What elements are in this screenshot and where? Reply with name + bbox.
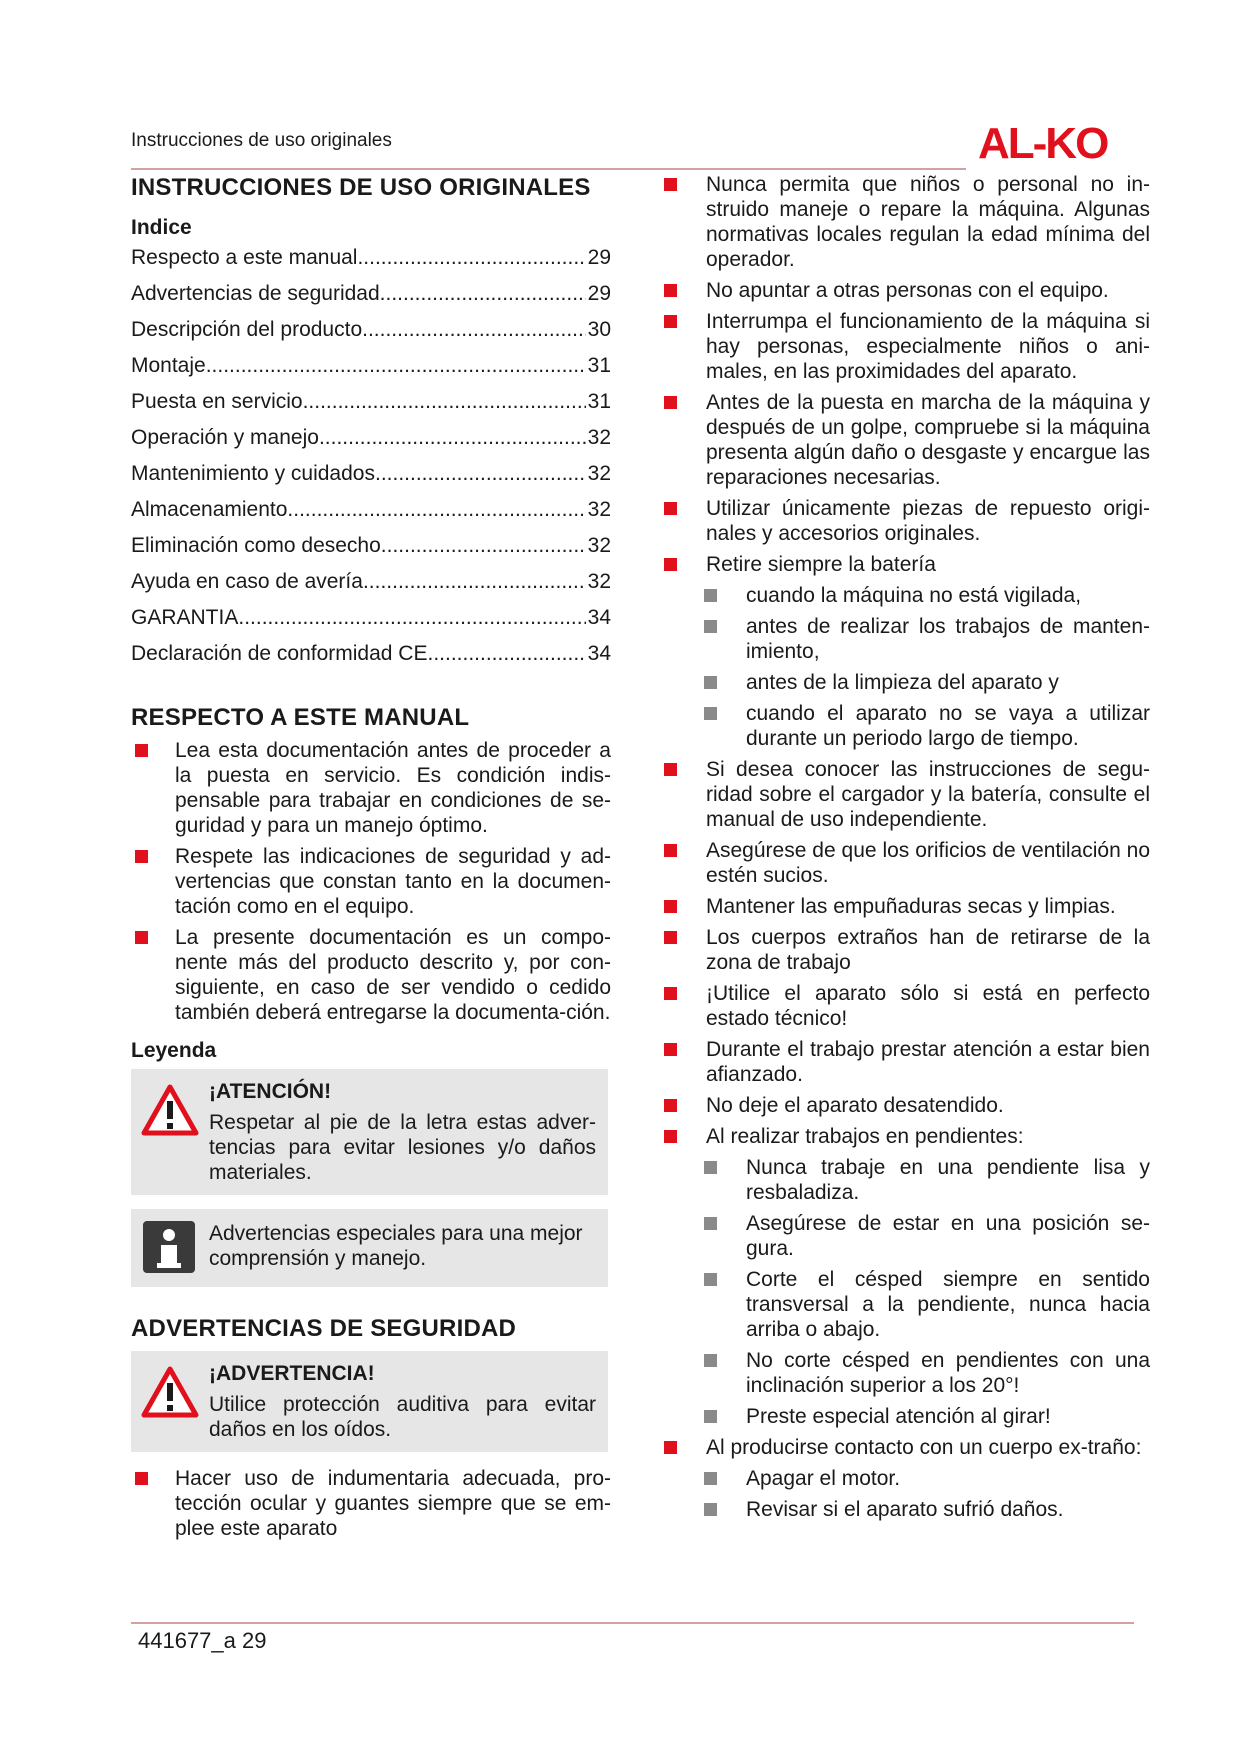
- list-item-text: No apuntar a otras personas con el equipo.: [706, 279, 1109, 302]
- red-square-bullet-icon: [664, 502, 677, 515]
- safety-heading: ADVERTENCIAS DE SEGURIDAD: [131, 1315, 517, 1342]
- alko-logo: [978, 118, 1138, 166]
- red-square-bullet-icon: [664, 763, 677, 776]
- toc-row: [131, 498, 611, 534]
- list-item-text: Los cuerpos extraños han de retirarse de la zona de trabajo: [706, 926, 1150, 974]
- toc-label: Respecto a este manual: [131, 246, 358, 269]
- sub-list-item: [660, 701, 1150, 751]
- toc-leader: [357, 246, 585, 270]
- sub-list-item-text: cuando el aparato no se vaya a utilizar durante un periodo largo de tiempo.: [746, 702, 1150, 750]
- toc-page: 34: [587, 606, 611, 629]
- toc-page: 29: [587, 282, 611, 305]
- attention-text: Respetar al pie de la letra estas adver-tencias para evitar lesiones y/o daños materiales.: [209, 1111, 596, 1184]
- red-square-bullet-icon: [664, 1043, 677, 1056]
- gray-square-bullet-icon: [704, 1410, 717, 1423]
- warning-title: ¡ADVERTENCIA!: [209, 1362, 375, 1385]
- list-item: [660, 1037, 1150, 1087]
- list-item: [660, 925, 1150, 975]
- list-item-text: Interrumpa el funcionamiento de la máquina si hay personas, especialmente niños o ani-males, en las proximidades del aparato.: [706, 310, 1150, 383]
- header-divider: [131, 168, 966, 170]
- list-item-text: Al realizar trabajos en pendientes:: [706, 1125, 1024, 1148]
- list-item-text: Respete las indicaciones de seguridad y ad-vertencias que constan tanto en la documen-tación como en el equipo.: [175, 845, 611, 918]
- toc-row: [131, 354, 611, 390]
- toc-row: [131, 318, 611, 354]
- sub-list-item: [660, 583, 1150, 608]
- sub-list-item-text: antes de realizar los trabajos de manten-imiento,: [746, 615, 1150, 663]
- toc-page: 32: [587, 534, 611, 557]
- toc-leader: [427, 642, 585, 666]
- toc-label: Advertencias de seguridad: [131, 282, 380, 305]
- toc-page: 32: [587, 462, 611, 485]
- red-square-bullet-icon: [664, 284, 677, 297]
- list-item-text: Retire siempre la batería: [706, 553, 936, 576]
- toc-row: [131, 534, 611, 570]
- list-item: [131, 738, 611, 838]
- attention-title: ¡ATENCIÓN!: [209, 1080, 332, 1103]
- toc-page: 32: [587, 570, 611, 593]
- red-square-bullet-icon: [664, 1130, 677, 1143]
- info-box: [131, 1209, 608, 1287]
- red-square-bullet-icon: [664, 844, 677, 857]
- gray-square-bullet-icon: [704, 1354, 717, 1367]
- list-item: [660, 552, 1150, 577]
- logo-text: AL-KO: [978, 119, 1108, 166]
- list-item: [660, 278, 1150, 303]
- info-icon: [141, 1219, 197, 1275]
- toc-row: [131, 462, 611, 498]
- toc-label: Puesta en servicio: [131, 390, 303, 413]
- sub-list-item: [660, 670, 1150, 695]
- sub-list-item-text: No corte césped en pendientes con una inclinación superior a los 20°!: [746, 1349, 1150, 1397]
- list-item-text: Utilizar únicamente piezas de repuesto origi-nales y accesorios originales.: [706, 497, 1150, 545]
- footer-divider: [131, 1622, 1134, 1624]
- gray-square-bullet-icon: [704, 1161, 717, 1174]
- list-item: [660, 172, 1150, 272]
- list-item-text: Mantener las empuñaduras secas y limpias.: [706, 895, 1116, 918]
- list-item: [660, 757, 1150, 832]
- list-item: [660, 1435, 1150, 1460]
- toc-row: [131, 606, 611, 642]
- sub-list-item: [660, 1348, 1150, 1398]
- list-item-text: La presente documentación es un compo-nente más del producto descrito y, por con-siguiente, en caso de ser vendido o cedido también deberá entregarse la documenta-ción.: [175, 926, 611, 1024]
- red-square-bullet-icon: [135, 931, 148, 944]
- warning-triangle-icon: [141, 1365, 199, 1419]
- red-square-bullet-icon: [664, 900, 677, 913]
- gray-square-bullet-icon: [704, 1217, 717, 1230]
- sub-list-item: [660, 614, 1150, 664]
- right-column: [660, 172, 1150, 1528]
- red-square-bullet-icon: [664, 931, 677, 944]
- warning-text: Utilice protección auditiva para evitar daños en los oídos.: [209, 1393, 596, 1441]
- legend-heading: Leyenda: [131, 1039, 217, 1062]
- toc-leader: [206, 354, 586, 378]
- toc-row: [131, 426, 611, 462]
- red-square-bullet-icon: [664, 396, 677, 409]
- toc-label: Operación y manejo: [131, 426, 319, 449]
- red-square-bullet-icon: [135, 744, 148, 757]
- toc-label: Montaje: [131, 354, 206, 377]
- list-item: [131, 925, 611, 1025]
- list-item-text: Al producirse contacto con un cuerpo ex-traño:: [706, 1436, 1142, 1459]
- list-item: [660, 1124, 1150, 1149]
- toc-leader: [303, 390, 586, 414]
- red-square-bullet-icon: [135, 1472, 148, 1485]
- red-square-bullet-icon: [664, 558, 677, 571]
- toc-label: GARANTIA: [131, 606, 239, 629]
- sub-list-item-text: Preste especial atención al girar!: [746, 1405, 1051, 1428]
- sub-list-item-text: Asegúrese de estar en una posición se-gura.: [746, 1212, 1150, 1260]
- toc-leader: [362, 318, 586, 342]
- list-item: [660, 981, 1150, 1031]
- sub-list-item-text: Apagar el motor.: [746, 1467, 901, 1490]
- red-square-bullet-icon: [664, 987, 677, 1000]
- list-item: [660, 894, 1150, 919]
- list-item: [131, 1466, 611, 1541]
- sub-list-item-text: Nunca trabaje en una pendiente lisa y resbaladiza.: [746, 1156, 1150, 1204]
- toc-page: 32: [587, 498, 611, 521]
- toc-page: 29: [587, 246, 611, 269]
- gray-square-bullet-icon: [704, 589, 717, 602]
- toc-label: Eliminación como desecho: [131, 534, 381, 557]
- table-of-contents: [131, 246, 611, 678]
- sub-list-item: [660, 1155, 1150, 1205]
- sub-list-item: [660, 1466, 1150, 1491]
- toc-label: Ayuda en caso de avería: [131, 570, 363, 593]
- list-item-text: Si desea conocer las instrucciones de segu-ridad sobre el cargador y la batería, consulte el manual de uso independiente.: [706, 758, 1150, 831]
- toc-label: Mantenimiento y cuidados: [131, 462, 375, 485]
- toc-page: 34: [587, 642, 611, 665]
- toc-row: [131, 246, 611, 282]
- gray-square-bullet-icon: [704, 620, 717, 633]
- index-heading: Indice: [131, 216, 192, 239]
- toc-page: 31: [587, 390, 611, 413]
- safety-list: [131, 1466, 611, 1541]
- sub-list-item-text: cuando la máquina no está vigilada,: [746, 584, 1082, 607]
- info-text: Advertencias especiales para una mejor comprensión y manejo.: [209, 1222, 583, 1270]
- list-item: [660, 309, 1150, 384]
- red-square-bullet-icon: [664, 315, 677, 328]
- sub-list-item: [660, 1267, 1150, 1342]
- toc-leader: [287, 498, 585, 522]
- list-item-text: Nunca permita que niños o personal no in-struido maneje o repare la máquina. Algunas normativas locales regulan la edad mínima del operador.: [706, 173, 1150, 271]
- list-item-text: Lea esta documentación antes de proceder a la puesta en servicio. Es condición indis-pensable para trabajar en condiciones de se-guridad y para un manejo óptimo.: [175, 739, 611, 837]
- red-square-bullet-icon: [664, 1441, 677, 1454]
- toc-label: Descripción del producto: [131, 318, 363, 341]
- sub-list-item: [660, 1497, 1150, 1522]
- toc-row: [131, 570, 611, 606]
- gray-square-bullet-icon: [704, 1472, 717, 1485]
- toc-leader: [381, 534, 586, 558]
- toc-page: 30: [587, 318, 611, 341]
- list-item: [131, 844, 611, 919]
- list-item-text: ¡Utilice el aparato sólo si está en perfecto estado técnico!: [706, 982, 1150, 1030]
- sub-list-item-text: Revisar si el aparato sufrió daños.: [746, 1498, 1064, 1521]
- list-item: [660, 838, 1150, 888]
- about-list: [131, 738, 611, 1025]
- list-item: [660, 496, 1150, 546]
- toc-label: Declaración de conformidad CE: [131, 642, 428, 665]
- list-item-text: No deje el aparato desatendido.: [706, 1094, 1004, 1117]
- gray-square-bullet-icon: [704, 707, 717, 720]
- toc-row: [131, 642, 611, 678]
- sub-list-item: [660, 1211, 1150, 1261]
- left-column: [131, 172, 611, 1547]
- list-item-text: Antes de la puesta en marcha de la máquina y después de un golpe, compruebe si la máquina presenta algún daño o desgaste y encargue las reparaciones necesarias.: [706, 391, 1150, 489]
- footer-doc-number: 441677_a 29: [138, 1628, 267, 1653]
- toc-page: 32: [587, 426, 611, 449]
- toc-leader: [319, 426, 586, 450]
- about-heading: RESPECTO A ESTE MANUAL: [131, 704, 470, 731]
- safety-instructions-list: [660, 172, 1150, 1522]
- warning-triangle-icon: [141, 1083, 199, 1137]
- gray-square-bullet-icon: [704, 1503, 717, 1516]
- red-square-bullet-icon: [664, 1099, 677, 1112]
- toc-page: 31: [587, 354, 611, 377]
- warning-box: [131, 1351, 608, 1452]
- toc-leader: [363, 570, 586, 594]
- list-item: [660, 390, 1150, 490]
- page-header-title: Instrucciones de uso originales: [131, 130, 392, 151]
- red-square-bullet-icon: [664, 178, 677, 191]
- main-heading: INSTRUCCIONES DE USO ORIGINALES: [131, 174, 591, 201]
- list-item-text: Hacer uso de indumentaria adecuada, pro-tección ocular y guantes siempre que se em-plee este aparato: [175, 1467, 611, 1540]
- toc-leader: [375, 462, 586, 486]
- list-item-text: Durante el trabajo prestar atención a estar bien afianzado.: [706, 1038, 1150, 1086]
- gray-square-bullet-icon: [704, 676, 717, 689]
- sub-list-item-text: antes de la limpieza del aparato y: [746, 671, 1059, 694]
- sub-list-item-text: Corte el césped siempre en sentido transversal a la pendiente, nunca hacia arriba o abajo.: [746, 1268, 1150, 1341]
- toc-label: Almacenamiento: [131, 498, 288, 521]
- list-item: [660, 1093, 1150, 1118]
- attention-box: [131, 1069, 608, 1195]
- toc-leader: [380, 282, 586, 306]
- sub-list-item: [660, 1404, 1150, 1429]
- list-item-text: Asegúrese de que los orificios de ventilación no estén sucios.: [706, 839, 1150, 887]
- toc-row: [131, 390, 611, 426]
- toc-row: [131, 282, 611, 318]
- red-square-bullet-icon: [135, 850, 148, 863]
- toc-leader: [238, 606, 585, 630]
- gray-square-bullet-icon: [704, 1273, 717, 1286]
